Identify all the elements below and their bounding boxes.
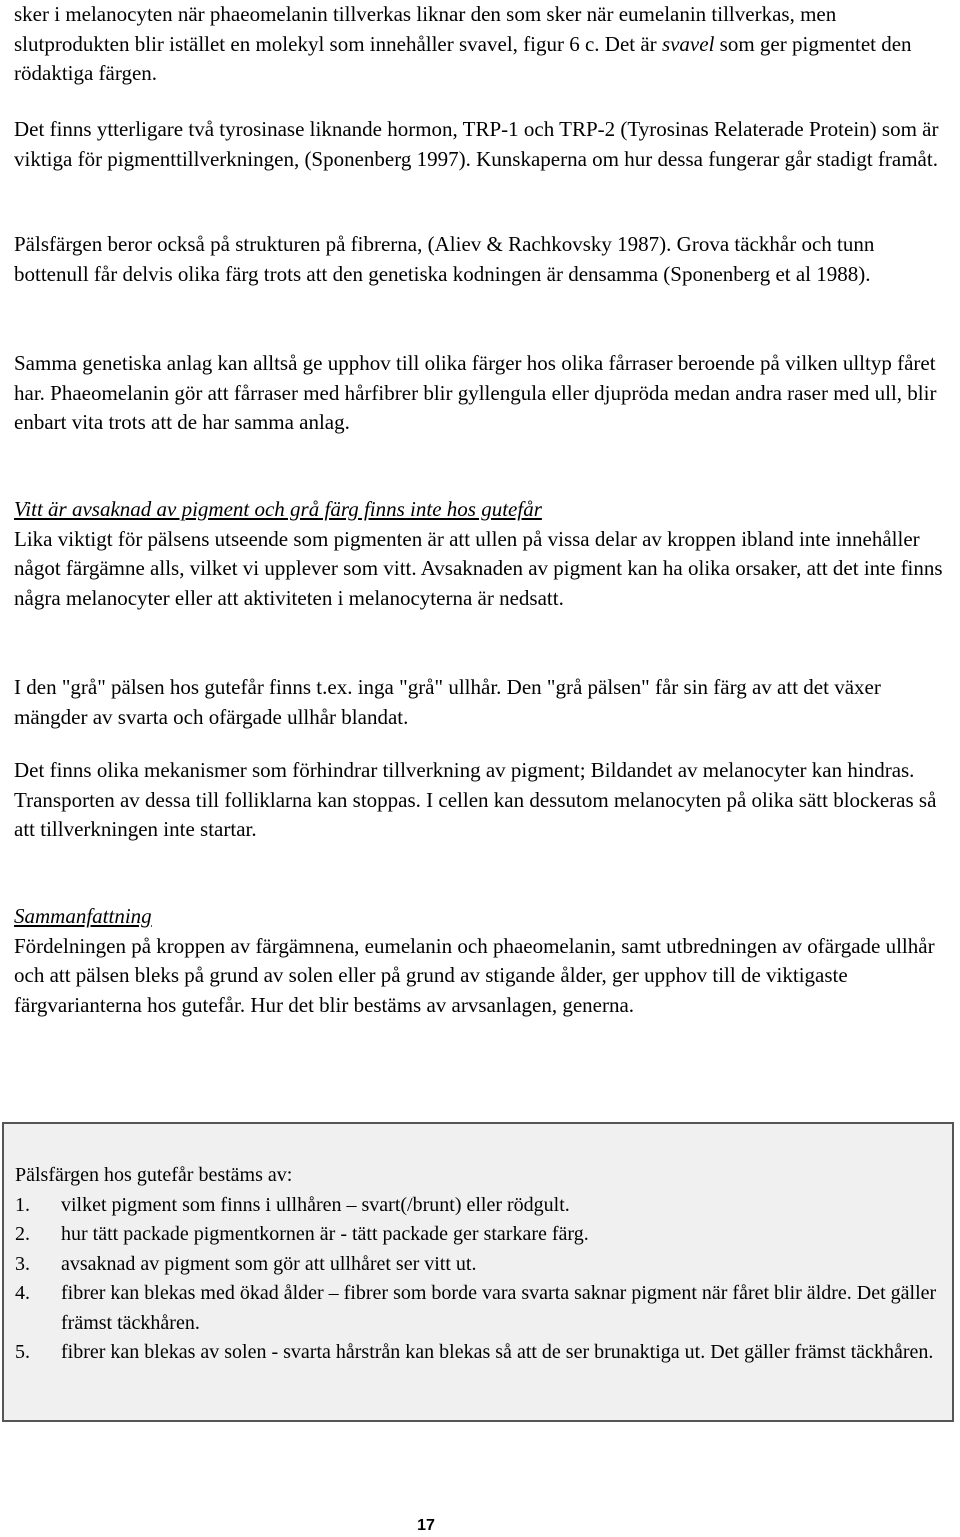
list-item-text: fibrer kan blekas med ökad ålder – fibrer som borde vara svarta saknar pigment när fåret blir äldre. Det gäller främst täckhåren. <box>61 1282 937 1334</box>
section-heading: Vitt är avsaknad av pigment och grå färg finns inte hos gutefår <box>14 497 542 521</box>
paragraph-phaeomelanin-svavel <box>14 0 949 89</box>
paragraph-mechanisms: Det finns olika mekanismer som förhindrar tillverkning av pigment; Bildandet av melanocyter kan hindras. Transporten av dessa till folliklarna kan stoppas. I cellen kan dessutom melanocyten på olika sätt blockeras så att tillverkningen inte startar. <box>14 758 937 841</box>
list-item <box>15 1220 940 1250</box>
paragraph-summary: Fördelningen på kroppen av färgämnena, eumelanin och phaeomelanin, samt utbredningen av ofärgade ullhår och att pälsen bleks på grund av solen eller på grund av stigande ålder, ger upphov till de viktigaste färgvarianterna hos gutefår. Hur det blir bestäms av arvsanlagen, generna. <box>14 933 935 1017</box>
list-item <box>15 1191 940 1221</box>
paragraph-genetic-traits: Samma genetiska anlag kan alltså ge upphov till olika färger hos olika fårraser beroende på vilken ulltyp fåret har. Phaeomelanin gör att fårraser med hårfibrer blir gyllengula eller djupröda medan andra raser med ull, blir enbart vita trots att de har samma anlag. <box>14 351 937 434</box>
section-summary <box>14 902 949 1020</box>
list-item-text: avsaknad av pigment som gör att ullhåret ser vitt ut. <box>61 1252 477 1275</box>
list-item-number: 5. <box>15 1341 30 1363</box>
paragraph-text: som ger pigmentet den rödaktiga färgen. <box>14 31 912 85</box>
page-number: 17 <box>417 1517 435 1534</box>
emphasis-svavel: svavel <box>661 31 715 56</box>
list-item <box>15 1279 940 1338</box>
paragraph-text: sker i melanocyten när phaeomelanin tillverkas liknar den som sker när eumelanin tillverkas, men slutprodukten blir istället en molekyl som innehåller svavel, figur 6 c. Det är <box>14 2 837 56</box>
paragraph-absence-pigment: Lika viktigt för pälsens utseende som pigmenten är att ullen på vissa delar av kroppen ibland inte innehåller något färgämne alls, vilket vi upplever som vitt. Avsaknaden av pigment kan ha olika orsaker, att det inte finns några melanocyter eller att aktiviteten i melanocyterna är nedsatt. <box>14 526 943 610</box>
list-item-number: 1. <box>15 1193 30 1216</box>
section-white-pigment <box>14 495 949 613</box>
paragraph-fiber-structure: Pälsfärgen beror också på strukturen på fibrerna, (Aliev & Rachkovsky 1987). Grova täckhår och tunn bottenull får delvis olika färg trots att den genetiska kodningen är densamma (Sponenberg et al 1988). <box>14 232 875 286</box>
summary-box <box>2 1122 954 1422</box>
list-item-text: hur tätt packade pigmentkornen är - tätt packade ger starkare färg. <box>61 1223 589 1245</box>
paragraph-trp: Det finns ytterligare två tyrosinase liknande hormon, TRP-1 och TRP-2 (Tyrosinas Relaterade Protein) som är viktiga för pigmenttillverkningen, (Sponenberg 1997). Kunskaperna om hur dessa fungerar går stadigt framåt. <box>14 117 939 171</box>
summary-box-intro: Pälsfärgen hos gutefår bestäms av: <box>15 1164 293 1186</box>
list-item <box>15 1250 940 1280</box>
list-item-number: 2. <box>15 1223 30 1245</box>
paragraph-grey-fleece: I den "grå" pälsen hos gutefår finns t.ex. inga "grå" ullhår. Den "grå pälsen" får sin färg av att det växer mängder av svarta och ofärgade ullhår blandat. <box>14 675 881 729</box>
list-item-text: vilket pigment som finns i ullhåren – svart(/brunt) eller rödgult. <box>61 1193 570 1216</box>
summary-list <box>15 1191 940 1368</box>
list-item-text: fibrer kan blekas av solen - svarta hårstrån kan blekas så att de ser brunaktiga ut. Det gäller främst täckhåren. <box>61 1341 934 1363</box>
summary-box-content <box>15 1161 940 1368</box>
list-item-number: 4. <box>15 1282 30 1304</box>
list-item <box>15 1338 940 1368</box>
section-heading: Sammanfattning <box>14 904 152 928</box>
list-item-number: 3. <box>15 1252 30 1275</box>
